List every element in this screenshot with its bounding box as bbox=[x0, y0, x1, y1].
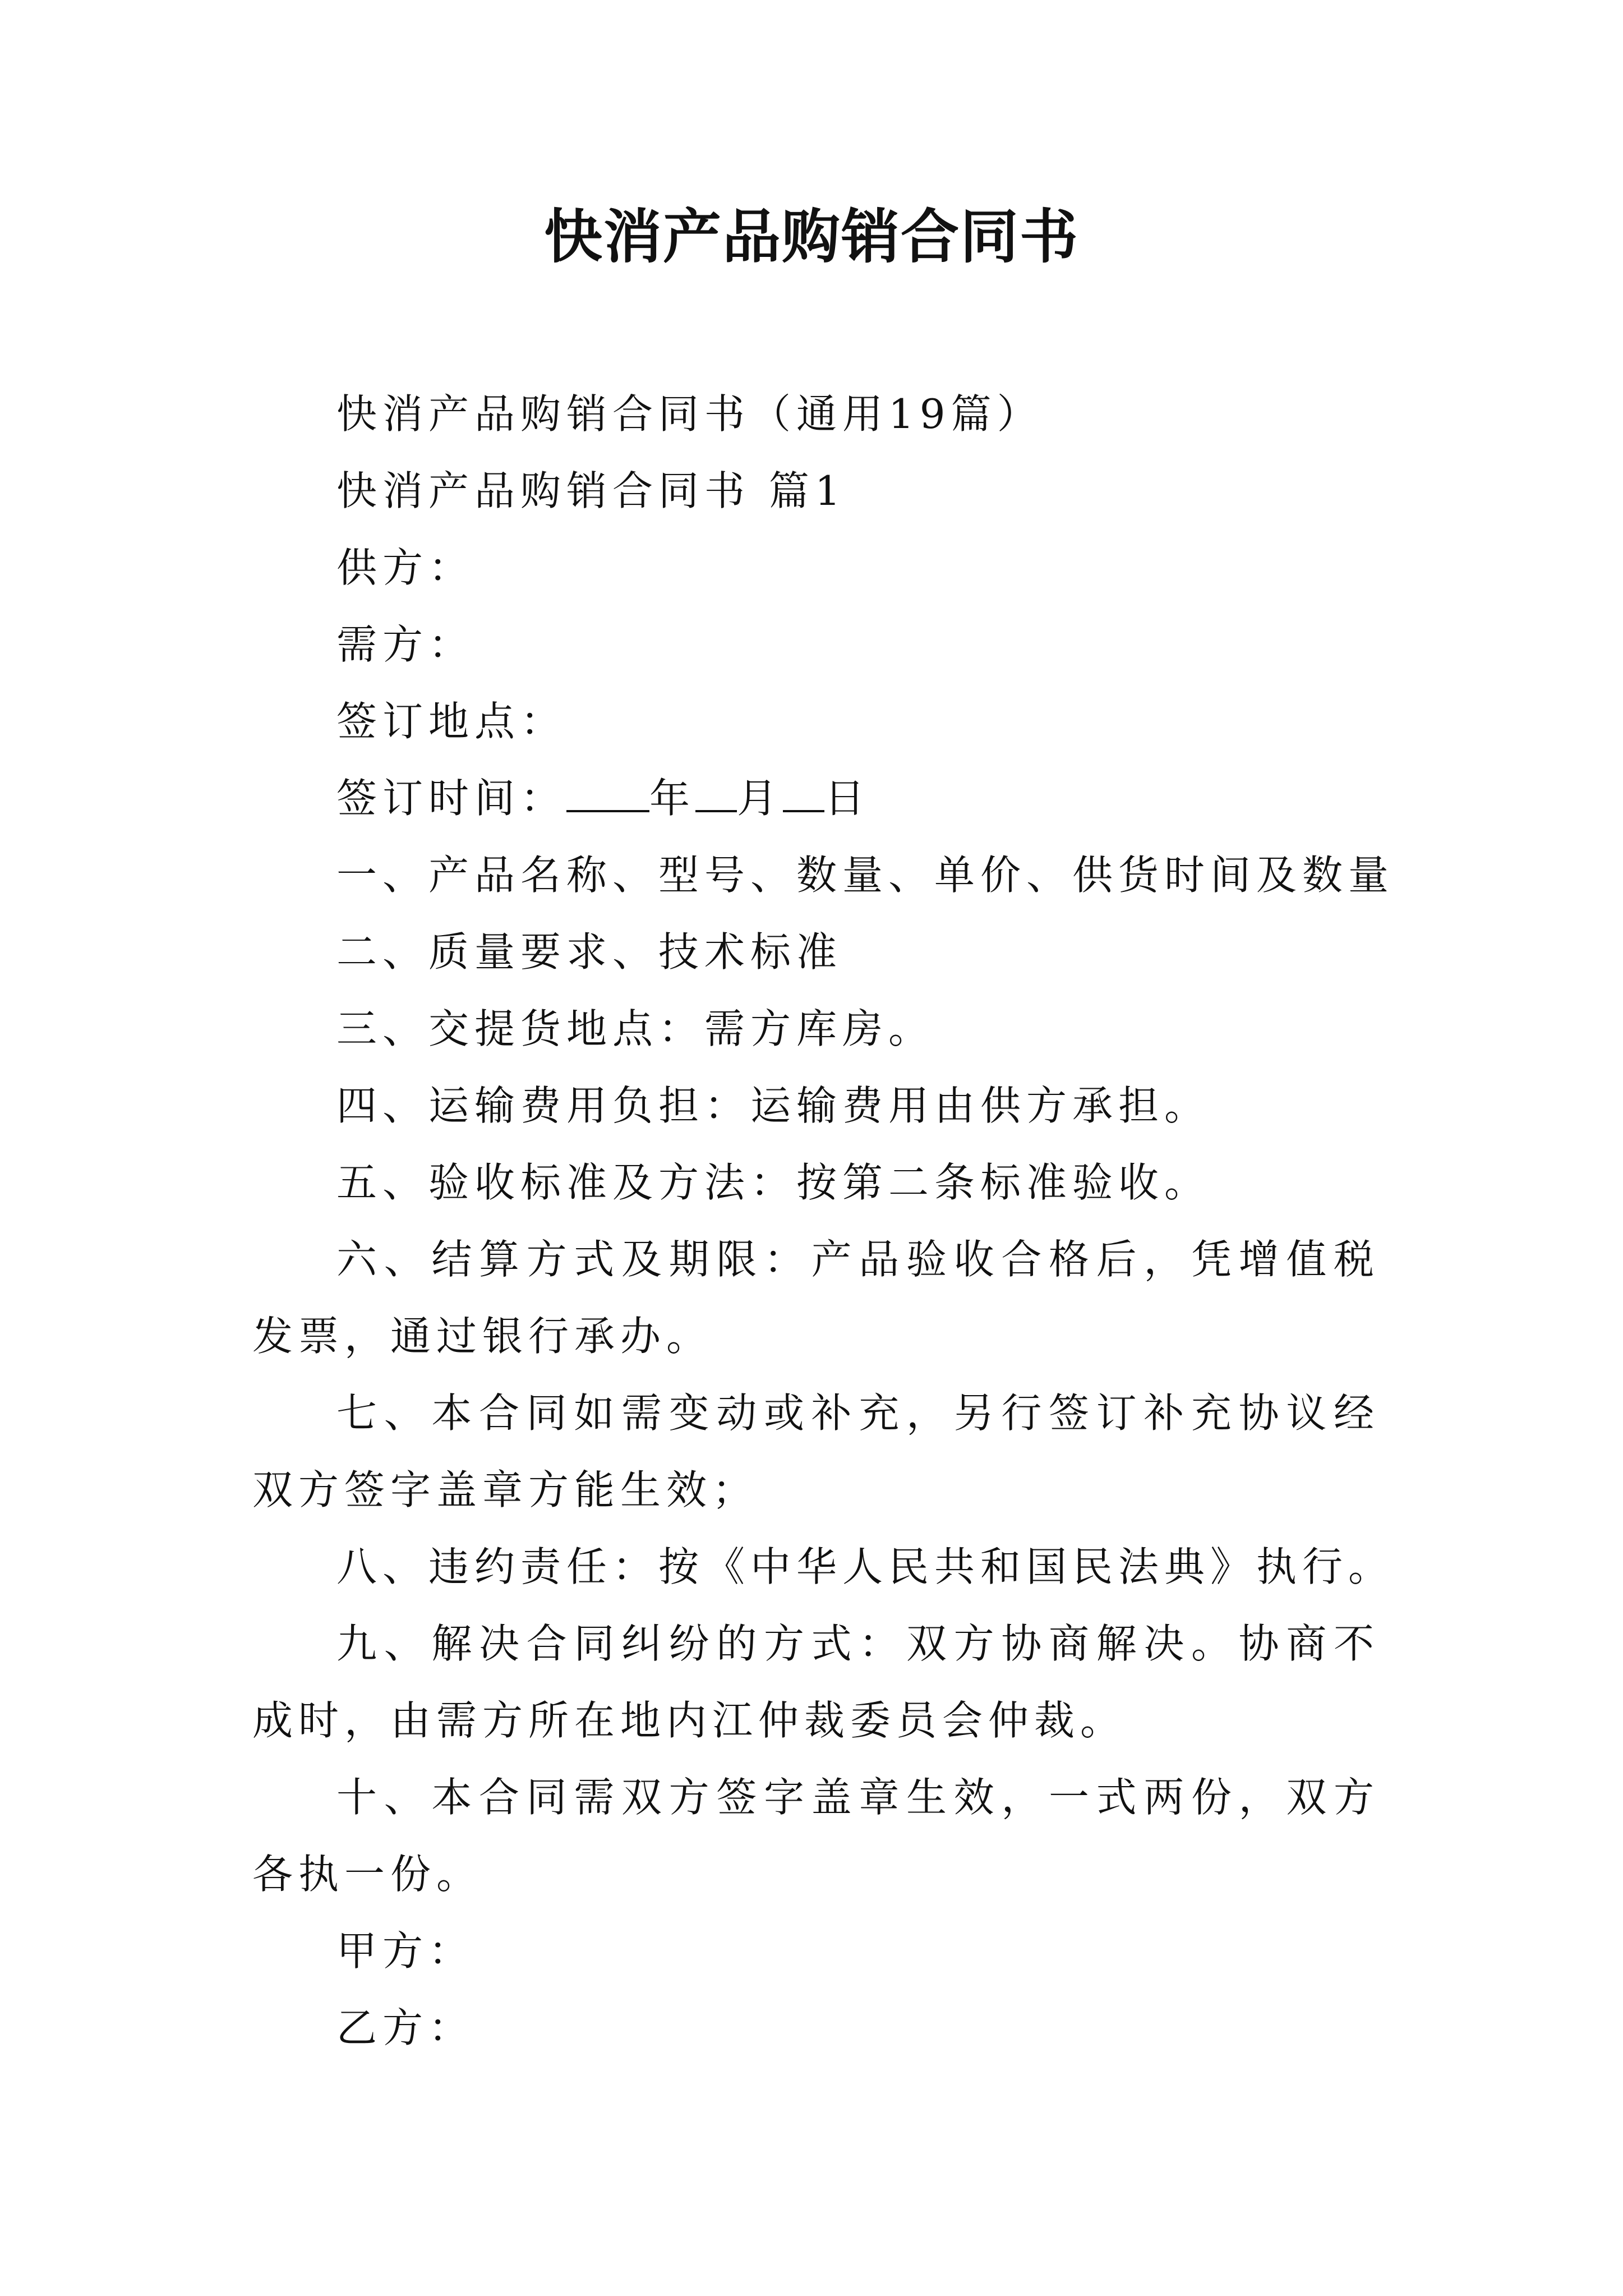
signing-place-label: 签订地点： bbox=[336, 698, 567, 745]
buyer-label: 需方： bbox=[336, 621, 475, 668]
clause-8: 八、违约责任：按《中华人民共和国民法典》执行。 bbox=[336, 1543, 1395, 1590]
clause-6: 六、结算方式及期限：产品验收合格后，凭增值税发票，通过银行承办。 bbox=[252, 1236, 1380, 1360]
clause-7: 七、本合同如需变动或补充，另行签订补充协议经双方签字盖章方能生效； bbox=[252, 1389, 1380, 1513]
signing-time-line bbox=[252, 760, 1380, 837]
signing-time-label: 签订时间： bbox=[336, 775, 567, 822]
day-blank bbox=[783, 776, 824, 812]
clause-9: 九、解决合同纠纷的方式：双方协商解决。协商不成时，由需方所在地内江仲裁委员会仲裁。 bbox=[252, 1620, 1380, 1744]
party-b-label: 乙方： bbox=[336, 2004, 475, 2051]
clause-2: 二、质量要求、技术标准 bbox=[336, 928, 843, 976]
clause-5: 五、验收标准及方法：按第二条标准验收。 bbox=[336, 1159, 1211, 1206]
month-blank bbox=[695, 776, 737, 812]
document-subtitle: 快消产品购销合同书（通用19篇） bbox=[336, 390, 1043, 438]
clause-10: 十、本合同需双方签字盖章生效，一式两份，双方各执一份。 bbox=[252, 1774, 1380, 1898]
document-body bbox=[252, 376, 1395, 2067]
clause-1: 一、产品名称、型号、数量、单价、供货时间及数量 bbox=[336, 852, 1395, 899]
month-label: 月 bbox=[737, 775, 783, 822]
section-heading: 快消产品购销合同书 篇1 bbox=[336, 467, 846, 514]
year-label: 年 bbox=[649, 775, 696, 822]
day-label: 日 bbox=[824, 775, 871, 822]
year-blank bbox=[566, 776, 649, 812]
clause-3: 三、交提货地点：需方库房。 bbox=[336, 1005, 935, 1052]
supplier-label: 供方： bbox=[336, 544, 475, 591]
document-title: 快消产品购销合同书 bbox=[543, 202, 1079, 271]
party-a-label: 甲方： bbox=[336, 1927, 475, 1975]
clause-4: 四、运输费用负担：运输费用由供方承担。 bbox=[336, 1082, 1211, 1129]
